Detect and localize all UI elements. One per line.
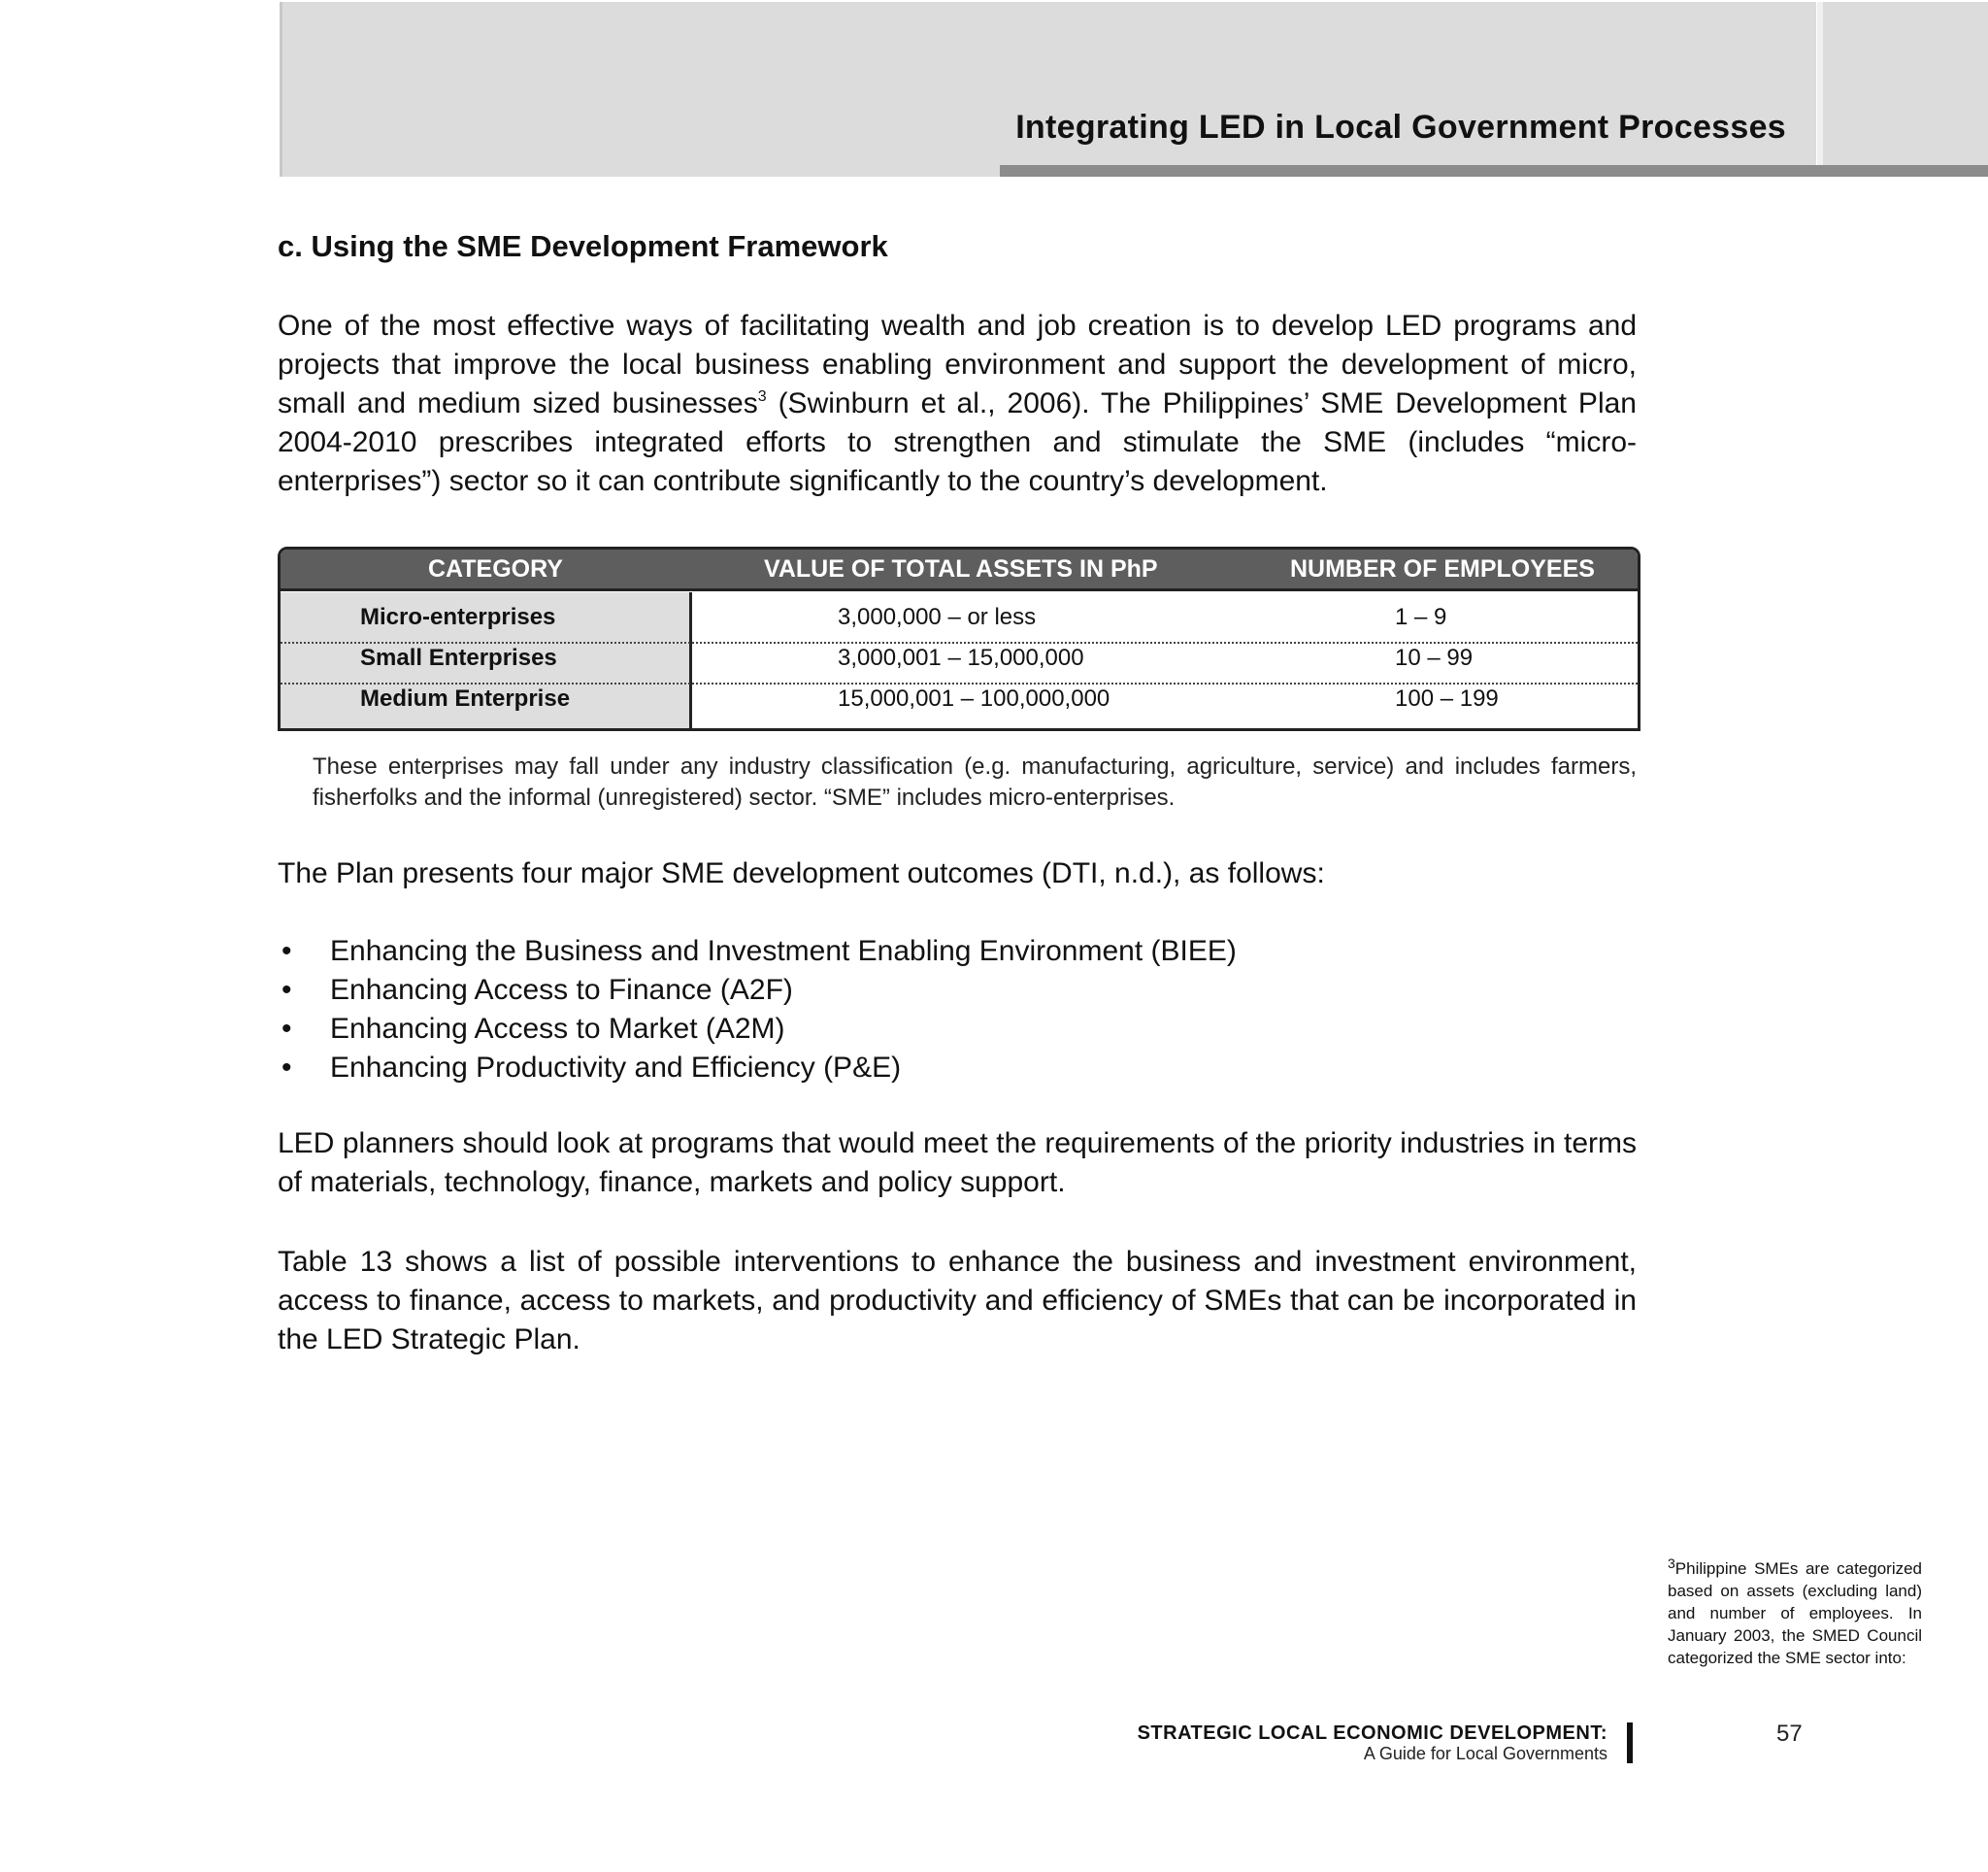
header-band bbox=[280, 2, 1816, 177]
bullet-icon: • bbox=[282, 1052, 292, 1084]
running-title: Integrating LED in Local Government Processes bbox=[1015, 109, 1786, 146]
header-rule bbox=[281, 588, 1638, 591]
row-category: Medium Enterprise bbox=[360, 685, 571, 712]
header-right-block bbox=[1817, 2, 1988, 165]
header-employees: NUMBER OF EMPLOYEES bbox=[1290, 555, 1595, 583]
list-item bbox=[278, 971, 1237, 1010]
footnote-marker: 3 bbox=[1668, 1555, 1675, 1571]
footer-bar bbox=[1627, 1722, 1633, 1763]
row-employees: 10 – 99 bbox=[1395, 645, 1474, 671]
table-note: These enterprises may fall under any industry classification (e.g. manufacturing, agriculture, service) and includes farmers, fisherfolks and the informal (unregistered) sector. “SME” includes micro-enterprises. bbox=[313, 753, 1637, 811]
table-row bbox=[281, 637, 1638, 678]
table-row bbox=[281, 678, 1638, 719]
table-header-row bbox=[281, 550, 1638, 588]
intro-text-end: (Swinburn et al., 2006). The Philippines’ SME Development Plan 2004-2010 prescribes integrated efforts to strengthen and stimulate the SME (includes “micro-enterprises”) sector so it can contribute significantly to the country’s development. bbox=[278, 387, 1637, 497]
header-category: CATEGORY bbox=[428, 555, 563, 583]
sme-category-table bbox=[278, 547, 1640, 731]
table13-paragraph: Table 13 shows a list of possible interventions to enhance the business and investment environment, access to finance, access to markets, and productivity and efficiency of SMEs that can be incorporated in the LED Strategic Plan. bbox=[278, 1246, 1637, 1355]
footer-title: STRATEGIC LOCAL ECONOMIC DEVELOPMENT: bbox=[1137, 1722, 1607, 1744]
list-item bbox=[278, 1010, 1237, 1049]
row-category: Small Enterprises bbox=[360, 645, 557, 671]
row-assets: 3,000,000 – or less bbox=[838, 604, 1037, 630]
bullet-icon: • bbox=[282, 974, 292, 1006]
outcomes-list bbox=[278, 932, 1237, 1087]
list-item-text: Enhancing the Business and Investment Enabling Environment (BIEE) bbox=[330, 935, 1237, 967]
page-number: 57 bbox=[1776, 1721, 1803, 1747]
row-assets: 3,000,001 – 15,000,000 bbox=[838, 645, 1084, 671]
footnote-reference[interactable]: 3 bbox=[757, 388, 767, 405]
intro-paragraph bbox=[278, 307, 1637, 501]
row-assets: 15,000,001 – 100,000,000 bbox=[838, 685, 1110, 712]
intro-text-start: One of the most effective ways of facilitating wealth and job creation is to develop LED programs and projects that improve the local business enabling environment and support the development of micro, small and medium sized businesses bbox=[278, 310, 1637, 419]
bullet-icon: • bbox=[282, 935, 292, 967]
list-item bbox=[278, 932, 1237, 971]
section-heading: c. Using the SME Development Framework bbox=[278, 229, 888, 263]
header-underline bbox=[1000, 165, 1988, 177]
planners-paragraph: LED planners should look at programs that would meet the requirements of the priority industries in terms of materials, technology, finance, markets and policy support. bbox=[278, 1127, 1637, 1198]
list-item bbox=[278, 1049, 1237, 1087]
footnote bbox=[1668, 1557, 1922, 1669]
outcomes-intro: The Plan presents four major SME development outcomes (DTI, n.d.), as follows: bbox=[278, 857, 1325, 889]
row-employees: 100 – 199 bbox=[1395, 685, 1499, 712]
row-employees: 1 – 9 bbox=[1395, 604, 1447, 630]
row-category: Micro-enterprises bbox=[360, 604, 556, 630]
footer-subtitle: A Guide for Local Governments bbox=[1363, 1744, 1607, 1763]
table-row bbox=[281, 596, 1638, 637]
list-item-text: Enhancing Productivity and Efficiency (P&E) bbox=[330, 1052, 902, 1084]
footnote-text: Philippine SMEs are categorized based on assets (excluding land) and number of employees. In January 2003, the SMED Council categorized the SME sector into: bbox=[1668, 1559, 1922, 1667]
header-assets: VALUE OF TOTAL ASSETS IN PhP bbox=[764, 555, 1158, 583]
list-item-text: Enhancing Access to Market (A2M) bbox=[330, 1013, 785, 1045]
bullet-icon: • bbox=[282, 1013, 292, 1045]
list-item-text: Enhancing Access to Finance (A2F) bbox=[330, 974, 793, 1006]
